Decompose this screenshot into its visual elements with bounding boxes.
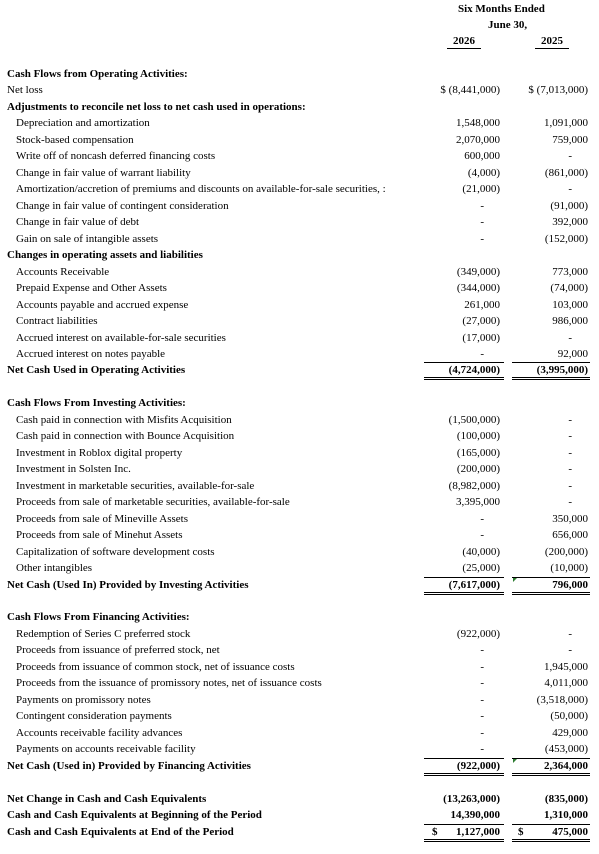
table-row bbox=[0, 791, 599, 807]
row-label: Cash Flows From Investing Activities: bbox=[7, 397, 186, 410]
row-label: Investment in marketable securities, available-for-sale bbox=[16, 479, 255, 492]
value-2025: (152,000) bbox=[544, 232, 588, 245]
row-label: Investment in Solsten Inc. bbox=[16, 463, 131, 476]
value-2025: 92,000 bbox=[557, 347, 588, 360]
table-row bbox=[0, 198, 599, 214]
row-label: Change in fair value of warrant liability bbox=[16, 166, 191, 179]
value-2025: 656,000 bbox=[552, 529, 588, 542]
row-label: Accrued interest on notes payable bbox=[16, 347, 166, 360]
value-2025: 350,000 bbox=[552, 512, 588, 525]
value-2025: (3,518,000) bbox=[536, 693, 588, 706]
subtotal-rule bbox=[424, 362, 504, 363]
value-2025: - bbox=[568, 430, 572, 443]
table-row bbox=[0, 478, 599, 494]
value-2026: (17,000) bbox=[462, 331, 500, 344]
value-2026: (21,000) bbox=[462, 183, 500, 196]
value-2026: 1,127,000 bbox=[456, 825, 500, 838]
value-2026: (165,000) bbox=[456, 446, 500, 459]
subtotal-rule bbox=[512, 824, 590, 825]
table-row bbox=[0, 461, 599, 477]
value-2025: - bbox=[568, 644, 572, 657]
table-row bbox=[0, 115, 599, 131]
table-row bbox=[0, 609, 599, 625]
table-row bbox=[0, 395, 599, 411]
table-row bbox=[0, 231, 599, 247]
row-label: Payments on accounts receivable facility bbox=[16, 743, 196, 756]
table-row bbox=[0, 181, 599, 197]
row-label: Accounts receivable facility advances bbox=[16, 726, 183, 739]
value-2025: - bbox=[568, 331, 572, 344]
row-label: Cash paid in connection with Misfits Acquisition bbox=[16, 413, 232, 426]
value-2025: 1,091,000 bbox=[544, 117, 588, 130]
value-2025: 429,000 bbox=[552, 726, 588, 739]
table-row bbox=[0, 362, 599, 378]
row-label: Payments on promissory notes bbox=[16, 693, 151, 706]
row-label: Write off of noncash deferred financing costs bbox=[16, 150, 216, 163]
row-label: Proceeds from sale of Minehut Assets bbox=[16, 529, 183, 542]
value-2026: - bbox=[480, 512, 484, 525]
header-six-months: Six Months Ended bbox=[458, 3, 545, 15]
row-label: Proceeds from issuance of preferred stock, net bbox=[16, 644, 220, 657]
subtotal-rule bbox=[424, 824, 504, 825]
value-2025: - bbox=[568, 183, 572, 196]
table-row bbox=[0, 313, 599, 329]
value-2025: - bbox=[568, 413, 572, 426]
table-row bbox=[0, 82, 599, 98]
value-2025: $ (7,013,000) bbox=[528, 84, 588, 97]
value-2025: (835,000) bbox=[544, 792, 588, 805]
row-label: Accrued interest on available-for-sale securities bbox=[16, 331, 226, 344]
total-double-rule bbox=[424, 839, 504, 842]
value-2025: (74,000) bbox=[550, 282, 588, 295]
row-label: Capitalization of software development costs bbox=[16, 545, 215, 558]
table-row bbox=[0, 544, 599, 560]
value-2025: 773,000 bbox=[552, 265, 588, 278]
value-2025: 392,000 bbox=[552, 216, 588, 229]
value-2025: - bbox=[568, 446, 572, 459]
subtotal-rule bbox=[424, 758, 504, 759]
table-row bbox=[0, 66, 599, 82]
row-label: Net Cash Used in Operating Activities bbox=[7, 364, 186, 377]
table-row bbox=[0, 560, 599, 576]
total-double-rule bbox=[512, 839, 590, 842]
value-2026: (922,000) bbox=[456, 759, 500, 772]
row-label: Investment in Roblox digital property bbox=[16, 446, 183, 459]
row-label: Other intangibles bbox=[16, 562, 93, 575]
row-label: Stock-based compensation bbox=[16, 133, 134, 146]
value-2026: (13,263,000) bbox=[443, 792, 500, 805]
table-row bbox=[0, 593, 599, 609]
table-row bbox=[0, 511, 599, 527]
table-row bbox=[0, 148, 599, 164]
value-2026: - bbox=[480, 644, 484, 657]
subtotal-rule bbox=[512, 362, 590, 363]
row-label: Net Cash (Used In) Provided by Investing Activities bbox=[7, 578, 249, 591]
value-2025: 1,310,000 bbox=[544, 809, 588, 822]
value-2025: (200,000) bbox=[544, 545, 588, 558]
row-label: Change in fair value of debt bbox=[16, 216, 140, 229]
column-header-2025 bbox=[512, 35, 592, 49]
table-row bbox=[0, 494, 599, 510]
value-2026: (1,500,000) bbox=[448, 413, 500, 426]
subtotal-rule bbox=[512, 577, 590, 578]
table-row bbox=[0, 659, 599, 675]
table-row bbox=[0, 280, 599, 296]
row-label: Net Change in Cash and Cash Equivalents bbox=[7, 792, 207, 805]
row-label: Prepaid Expense and Other Assets bbox=[16, 282, 167, 295]
value-2026: 261,000 bbox=[464, 298, 500, 311]
row-label: Net loss bbox=[7, 84, 43, 97]
value-2025: - bbox=[568, 463, 572, 476]
table-row bbox=[0, 675, 599, 691]
table-row bbox=[0, 708, 599, 724]
column-header-2026-text: 2026 bbox=[447, 35, 481, 49]
value-2026: - bbox=[480, 199, 484, 212]
row-label: Changes in operating assets and liabilities bbox=[7, 249, 203, 262]
value-2026: (344,000) bbox=[456, 282, 500, 295]
cash-flow-table bbox=[0, 66, 599, 840]
value-2025: 796,000 bbox=[552, 578, 588, 591]
value-2025: (50,000) bbox=[550, 710, 588, 723]
value-2026: - bbox=[480, 529, 484, 542]
value-2025: (3,995,000) bbox=[536, 364, 588, 377]
value-2025: (10,000) bbox=[550, 562, 588, 575]
row-label: Gain on sale of intangible assets bbox=[16, 232, 159, 245]
value-2026: - bbox=[480, 216, 484, 229]
value-2026: - bbox=[480, 347, 484, 360]
row-label: Accounts payable and accrued expense bbox=[16, 298, 189, 311]
table-row bbox=[0, 132, 599, 148]
table-row bbox=[0, 642, 599, 658]
value-2025: - bbox=[568, 150, 572, 163]
value-2026: 1,548,000 bbox=[456, 117, 500, 130]
table-row bbox=[0, 346, 599, 362]
value-2026: (922,000) bbox=[456, 627, 500, 640]
table-row bbox=[0, 692, 599, 708]
table-row bbox=[0, 412, 599, 428]
value-2026: - bbox=[480, 710, 484, 723]
value-2026: (27,000) bbox=[462, 315, 500, 328]
value-2026: 14,390,000 bbox=[450, 809, 500, 822]
value-2025: (91,000) bbox=[550, 199, 588, 212]
value-2025: 4,011,000 bbox=[544, 677, 588, 690]
table-row bbox=[0, 247, 599, 263]
table-row bbox=[0, 577, 599, 593]
table-row bbox=[0, 297, 599, 313]
table-row bbox=[0, 428, 599, 444]
error-flag-icon bbox=[513, 759, 517, 763]
value-2026: - bbox=[480, 693, 484, 706]
row-label: Amortization/accretion of premiums and discounts on available-for-sale securities, : bbox=[16, 183, 386, 196]
value-2026: (4,000) bbox=[467, 166, 500, 179]
value-2026: - bbox=[480, 660, 484, 673]
table-row bbox=[0, 264, 599, 280]
value-2025: (453,000) bbox=[544, 743, 588, 756]
value-2026: - bbox=[480, 232, 484, 245]
row-label: Cash Flows from Operating Activities: bbox=[7, 68, 188, 80]
column-header-2026 bbox=[424, 35, 504, 49]
table-row bbox=[0, 379, 599, 395]
row-label: Contract liabilities bbox=[16, 315, 98, 328]
value-2026: 3,395,000 bbox=[456, 496, 500, 509]
value-2025: (861,000) bbox=[544, 166, 588, 179]
value-2025: 986,000 bbox=[552, 315, 588, 328]
table-row bbox=[0, 330, 599, 346]
row-label: Proceeds from issuance of common stock, net of issuance costs bbox=[16, 660, 295, 673]
value-2026: - bbox=[480, 677, 484, 690]
row-label: Contingent consideration payments bbox=[16, 710, 172, 723]
dollar-sign: $ bbox=[518, 825, 524, 838]
value-2025: 1,945,000 bbox=[544, 660, 588, 673]
column-header-2025-text: 2025 bbox=[535, 35, 569, 49]
row-label: Cash and Cash Equivalents at Beginning of the Period bbox=[7, 809, 262, 822]
table-row bbox=[0, 527, 599, 543]
value-2025: 759,000 bbox=[552, 133, 588, 146]
table-row bbox=[0, 807, 599, 823]
value-2026: - bbox=[480, 726, 484, 739]
value-2026: 2,070,000 bbox=[456, 133, 500, 146]
value-2026: (7,617,000) bbox=[448, 578, 500, 591]
row-label: Cash and Cash Equivalents at End of the Period bbox=[7, 825, 234, 838]
row-label: Redemption of Series C preferred stock bbox=[16, 627, 191, 640]
value-2026: (4,724,000) bbox=[448, 364, 500, 377]
table-row bbox=[0, 626, 599, 642]
value-2025: - bbox=[568, 479, 572, 492]
row-label: Cash Flows From Financing Activities: bbox=[7, 611, 190, 624]
row-label: Proceeds from the issuance of promissory notes, net of issuance costs bbox=[16, 677, 322, 690]
value-2026: (8,982,000) bbox=[448, 479, 500, 492]
table-row bbox=[0, 741, 599, 757]
table-row bbox=[0, 824, 599, 840]
value-2026: (200,000) bbox=[456, 463, 500, 476]
table-row bbox=[0, 774, 599, 790]
row-label: Proceeds from sale of marketable securities, available-for-sale bbox=[16, 496, 290, 509]
row-label: Accounts Receivable bbox=[16, 265, 110, 278]
value-2026: $ (8,441,000) bbox=[440, 84, 500, 97]
value-2025: 103,000 bbox=[552, 298, 588, 311]
value-2026: (25,000) bbox=[462, 562, 500, 575]
value-2026: (349,000) bbox=[456, 265, 500, 278]
row-label: Proceeds from sale of Mineville Assets bbox=[16, 512, 188, 525]
value-2025: 2,364,000 bbox=[544, 759, 588, 772]
table-row bbox=[0, 445, 599, 461]
table-row bbox=[0, 725, 599, 741]
value-2026: (40,000) bbox=[462, 545, 500, 558]
value-2026: (100,000) bbox=[456, 430, 500, 443]
error-flag-icon bbox=[513, 578, 517, 582]
subtotal-rule bbox=[512, 758, 590, 759]
value-2025: 475,000 bbox=[552, 825, 588, 838]
row-label: Adjustments to reconcile net loss to net cash used in operations: bbox=[7, 100, 306, 113]
row-label: Net Cash (Used in) Provided by Financing Activities bbox=[7, 759, 251, 772]
row-label: Change in fair value of contingent consideration bbox=[16, 199, 229, 212]
table-row bbox=[0, 758, 599, 774]
header-period: June 30, bbox=[488, 19, 528, 31]
dollar-sign: $ bbox=[432, 825, 438, 838]
value-2026: - bbox=[480, 743, 484, 756]
table-row bbox=[0, 99, 599, 115]
table-row bbox=[0, 214, 599, 230]
value-2025: - bbox=[568, 627, 572, 640]
row-label: Depreciation and amortization bbox=[16, 117, 150, 130]
row-label: Cash paid in connection with Bounce Acquisition bbox=[16, 430, 235, 443]
value-2026: 600,000 bbox=[464, 150, 500, 163]
value-2025: - bbox=[568, 496, 572, 509]
table-row bbox=[0, 165, 599, 181]
subtotal-rule bbox=[424, 577, 504, 578]
